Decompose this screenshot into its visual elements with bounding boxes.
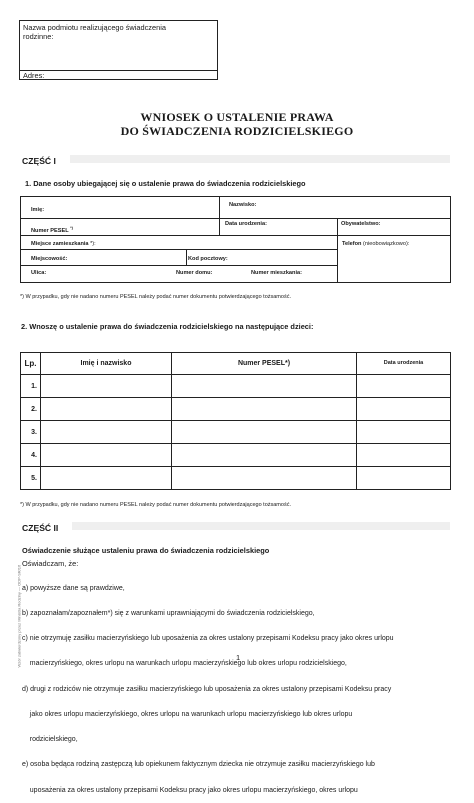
field-telefon[interactable]: Telefon (nieobowiązkowo): — [342, 241, 410, 247]
part2-heading: CZĘŚĆ II — [22, 523, 59, 533]
footnote-pesel-1: *) W przypadku, gdy nie nadano numeru PESEL należy podać numer dokumentu potwierdzającego tożsamość. — [20, 294, 291, 300]
statement-item: jako okres urlopu macierzyńskiego, okres urlopu na warunkach urlopu macierzyńskiego lub okres urlopu — [22, 710, 353, 718]
col-imie-nazwisko: Imię i nazwisko — [41, 353, 172, 375]
field-pesel[interactable]: Numer PESEL *) — [31, 225, 73, 234]
statement-item: uposażenia za okres ustalony przepisami Kodeksu pracy jako okres urlopu macierzyńskiego, okres urlopu — [22, 786, 358, 794]
field-ulica[interactable]: Ulica: — [31, 270, 47, 276]
part1-heading: CZĘŚĆ I — [22, 156, 56, 166]
table-row[interactable]: 1. — [21, 375, 451, 398]
field-nazwisko[interactable]: Nazwisko: — [229, 202, 257, 208]
page-number: 1 — [236, 653, 241, 662]
table-row[interactable]: 5. — [21, 467, 451, 490]
form-title-line2: DO ŚWIADCZENIA RODZICIELSKIEGO — [120, 124, 354, 138]
field-obywatelstwo[interactable]: Obywatelstwo: — [341, 221, 381, 227]
statement-item: rodzicielskiego, — [22, 736, 78, 744]
statement-item: b) zapoznałam/zapoznałem*) się z warunkami uprawniającymi do świadczenia rodzicielskiego, — [22, 610, 315, 618]
part2-items — [22, 568, 462, 803]
table-row[interactable]: 3. — [21, 421, 451, 444]
part2-statement-title: Oświadczenie służące ustaleniu prawa do świadczenia rodzicielskiego — [22, 546, 270, 555]
side-imprint: Wzór zatwierdzony przez Ministra Rodziny — ODP-SR/16 — [16, 564, 22, 668]
table-row[interactable]: 4. — [21, 444, 451, 467]
children-table — [20, 352, 451, 490]
institution-box — [19, 20, 218, 80]
applicant-data-grid — [20, 196, 451, 283]
part2-declare: Oświadczam, że: — [22, 559, 79, 568]
field-data-urodzenia[interactable]: Data urodzenia: — [225, 221, 267, 227]
section2-title: 2. Wnoszę o ustalenie prawa do świadczenia rodzicielskiego na następujące dzieci: — [21, 322, 314, 331]
col-pesel: Numer PESEL*) — [172, 353, 357, 375]
institution-label: Nazwa podmiotu realizującego świadczenia rodzinne: — [23, 23, 166, 41]
col-data-urodzenia: Data urodzenia — [357, 353, 451, 375]
form-title-line1: WNIOSEK O USTALENIE PRAWA — [140, 110, 334, 124]
field-kod-pocztowy[interactable]: Kod pocztowy: — [188, 256, 228, 262]
col-lp: Lp. — [21, 353, 41, 375]
table-row[interactable]: 2. — [21, 398, 451, 421]
statement-item: c) nie otrzymuję zasiłku macierzyńskiego lub uposażenia za okres ustalony przepisami Kodeksu pracy jako okres urlopu — [22, 635, 394, 643]
section1-title: 1. Dane osoby ubiegającej się o ustalenie prawa do świadczenia rodzicielskiego — [25, 179, 306, 188]
scan-smudge — [70, 155, 450, 163]
statement-item: macierzyńskiego, okres urlopu na warunkach urlopu macierzyńskiego lub okres urlopu rodzicielskiego, — [22, 660, 347, 668]
field-miejsce-zamieszkania: Miejsce zamieszkania *): — [31, 241, 96, 247]
footnote-pesel-2: *) W przypadku, gdy nie nadano numeru PESEL należy podać numer dokumentu potwierdzającego tożsamość. — [20, 502, 291, 508]
field-numer-mieszkania[interactable]: Numer mieszkania: — [251, 270, 302, 276]
statement-item: d) drugi z rodziców nie otrzymuje zasiłku macierzyńskiego lub uposażenia za okres ustalony przepisami Kodeksu pracy — [22, 685, 392, 693]
field-imie[interactable]: Imię: — [31, 207, 45, 213]
address-label: Adres: — [23, 71, 45, 80]
field-numer-domu[interactable]: Numer domu: — [176, 270, 213, 276]
statement-item: a) powyższe dane są prawdziwe, — [22, 584, 125, 592]
scan-smudge — [72, 522, 450, 530]
address-divider — [20, 70, 217, 71]
statement-item: e) osoba będąca rodziną zastępczą lub opiekunem faktycznym dziecka nie otrzymuje zasiłku macierzyńskiego lub — [22, 761, 375, 769]
field-miejscowosc[interactable]: Miejscowość: — [31, 256, 68, 262]
table-header-row — [21, 353, 451, 375]
